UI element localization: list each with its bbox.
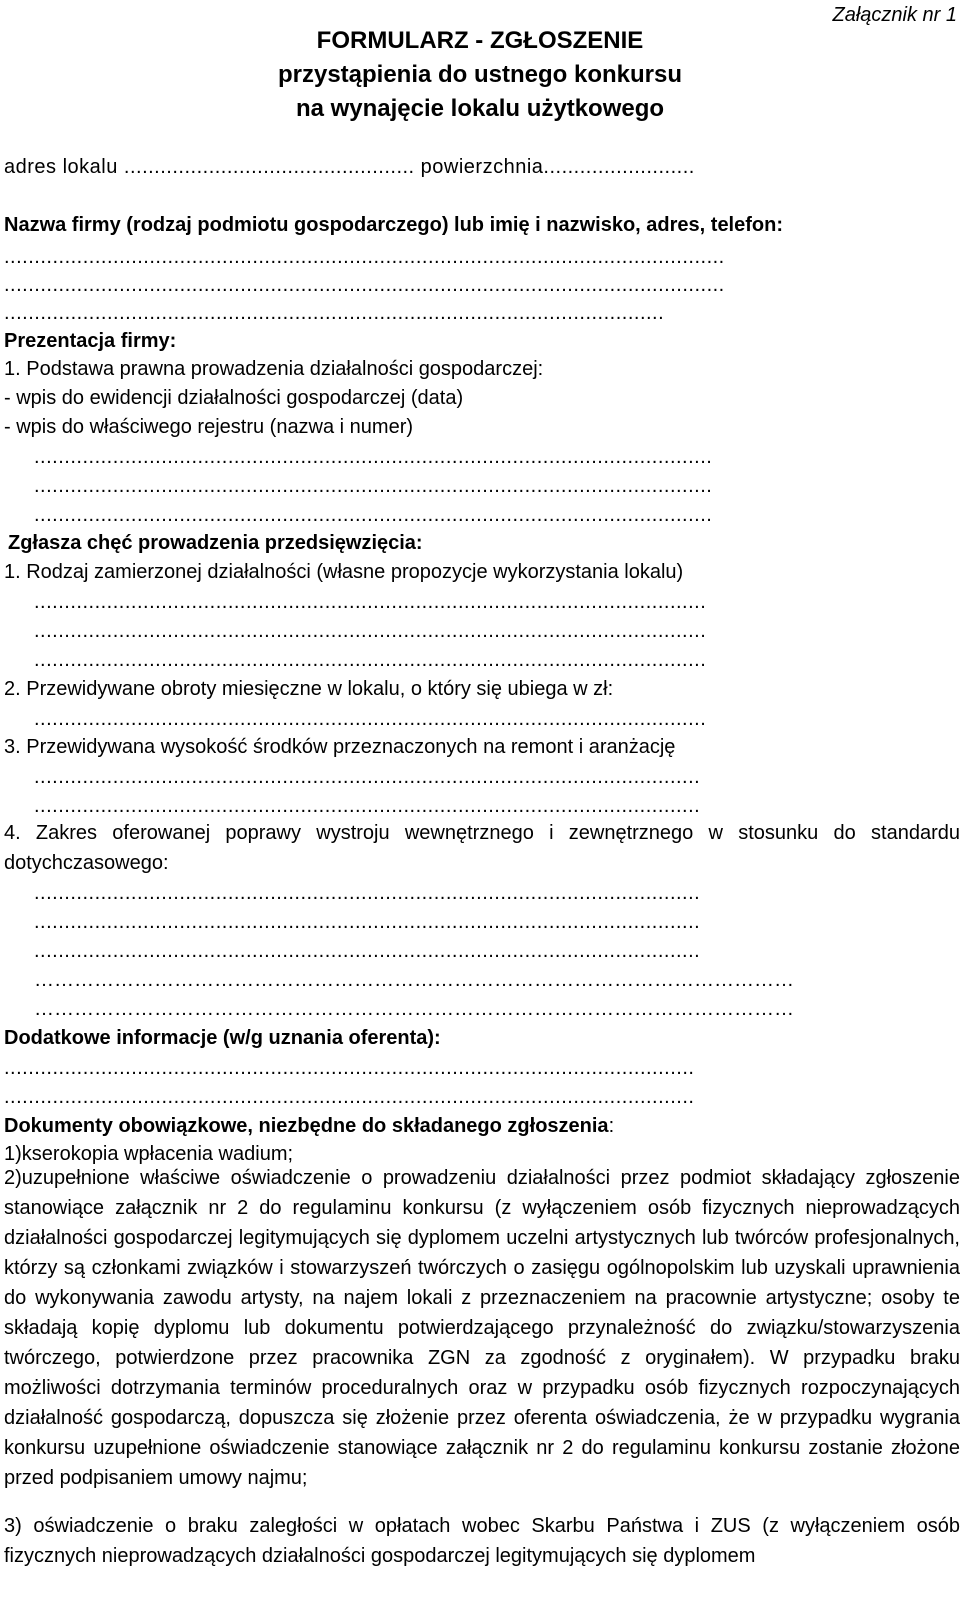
- company-heading: Nazwa firmy (rodzaj podmiotu gospodarczego) lub imię i nazwisko, adres, telefon:: [4, 214, 783, 236]
- additional-info-dotted-line-2[interactable]: ..................................................................................................................: [4, 1086, 695, 1108]
- presentation-item-1: 1. Podstawa prawna prowadzenia działalności gospodarczej:: [4, 358, 544, 380]
- presentation-dotted-line-3[interactable]: ................................................................................................................: [34, 504, 713, 526]
- documents-item-3: 3) oświadczenie o braku zaległości w opłatach wobec Skarbu Państwa i ZUS (z wyłączeniem osób fizycznych nieprowadzących działalności gospodarczej legitymujących się dyplomem: [4, 1515, 960, 1567]
- presentation-sub-1: - wpis do ewidencji działalności gospodarczej (data): [4, 387, 464, 409]
- documents-item-2: 2)uzupełnione właściwe oświadczenie o prowadzeniu działalności przez podmiot składający zgłoszenie stanowiące załącznik nr 2 do regulaminu konkursu (z wyłączeniem osób fizycznych nieprowadzących działalności gospodarczej legitymujących się dyplomem uczelni artystycznych lub twórców profesjonalnych, którzy są członkami związków i stowarzyszeń twórczych o zasięgu ogólnopolskim lub uzyskali uprawnienia do wykonywania zawodu artysty, na najem lokali z przeznaczeniem na pracownie artystyczne; osoby te składają kopię dyplomu lub dokumentu potwierdzającego przynależność do związku/stowarzyszenia twórczego, potwierdzone przez pracownika ZGN za zgodność z oryginałem). W przypadku braku możliwości dotrzymania terminów proceduralnych oraz w przypadku osób fizycznych rozpoczynających działalność gospodarczą, dopuszcza się złożenie przez oferenta oświadczenia, że w przypadku wygrania konkursu uzupełnione oświadczenie stanowiące załącznik nr 2 do regulaminu konkursu zostanie złożone przed podpisaniem umowy najmu;: [4, 1167, 960, 1489]
- presentation-dotted-line-1[interactable]: ................................................................................................................: [34, 446, 713, 468]
- venture-item-4-dotted-line-4[interactable]: ……………………………………………………………………………………………………: [34, 969, 794, 991]
- venture-item-1-dotted-line-2[interactable]: ...............................................................................................................: [34, 620, 707, 642]
- documents-heading: Dokumenty obowiązkowe, niezbędne do składanego zgłoszenia: [4, 1115, 609, 1137]
- venture-item-4-dotted-line-2[interactable]: ..............................................................................................................: [34, 911, 701, 933]
- documents-heading-colon: :: [608, 1115, 615, 1137]
- company-dotted-line-3[interactable]: .............................................................................................................: [4, 302, 665, 324]
- address-area-field[interactable]: adres lokalu ................................................ powierzchnia.........................: [4, 156, 695, 178]
- venture-item-2-dotted-line[interactable]: ...............................................................................................................: [34, 708, 707, 730]
- form-title: FORMULARZ - ZGŁOSZENIE: [316, 27, 644, 54]
- company-dotted-line-2[interactable]: .......................................................................................................................: [4, 274, 725, 296]
- form-subtitle-line1: przystąpienia do ustnego konkursu: [277, 61, 683, 88]
- venture-heading: Zgłasza chęć prowadzenia przedsięwzięcia:: [8, 532, 423, 554]
- venture-item-4-dotted-line-5[interactable]: ……………………………………………………………………………………………………: [34, 998, 794, 1020]
- additional-info-heading: Dodatkowe informacje (w/g uznania oferenta):: [4, 1027, 441, 1049]
- presentation-sub-2: - wpis do właściwego rejestru (nazwa i numer): [4, 416, 414, 438]
- venture-item-4-dotted-line-1[interactable]: ..............................................................................................................: [34, 882, 701, 904]
- presentation-heading: Prezentacja firmy:: [4, 330, 177, 352]
- venture-item-3: 3. Przewidywana wysokość środków przeznaczonych na remont i aranżację: [4, 736, 676, 758]
- form-subtitle-line2: na wynajęcie lokalu użytkowego: [295, 95, 665, 122]
- venture-item-2: 2. Przewidywane obroty miesięczne w lokalu, o który się ubiega w zł:: [4, 678, 614, 700]
- venture-item-3-dotted-line-1[interactable]: ..............................................................................................................: [34, 766, 701, 788]
- venture-item-4-dotted-line-3[interactable]: ..............................................................................................................: [34, 940, 701, 962]
- venture-item-4: 4. Zakres oferowanej poprawy wystroju wewnętrznego i zewnętrznego w stosunku do standardu dotychczasowego:: [4, 822, 960, 874]
- annex-label: Załącznik nr 1: [832, 4, 957, 26]
- venture-item-3-dotted-line-2[interactable]: ..............................................................................................................: [34, 795, 701, 817]
- company-dotted-line-1[interactable]: .......................................................................................................................: [4, 246, 725, 268]
- venture-item-1-dotted-line-1[interactable]: ...............................................................................................................: [34, 591, 707, 613]
- documents-item-1: 1)kserokopia wpłacenia wadium;: [4, 1143, 294, 1165]
- venture-item-1-dotted-line-3[interactable]: ...............................................................................................................: [34, 649, 707, 671]
- documents-heading-row: [4, 1113, 614, 1139]
- venture-item-1: 1. Rodzaj zamierzonej działalności (własne propozycje wykorzystania lokalu): [4, 561, 684, 583]
- additional-info-dotted-line-1[interactable]: ..................................................................................................................: [4, 1057, 695, 1079]
- presentation-dotted-line-2[interactable]: ................................................................................................................: [34, 475, 713, 497]
